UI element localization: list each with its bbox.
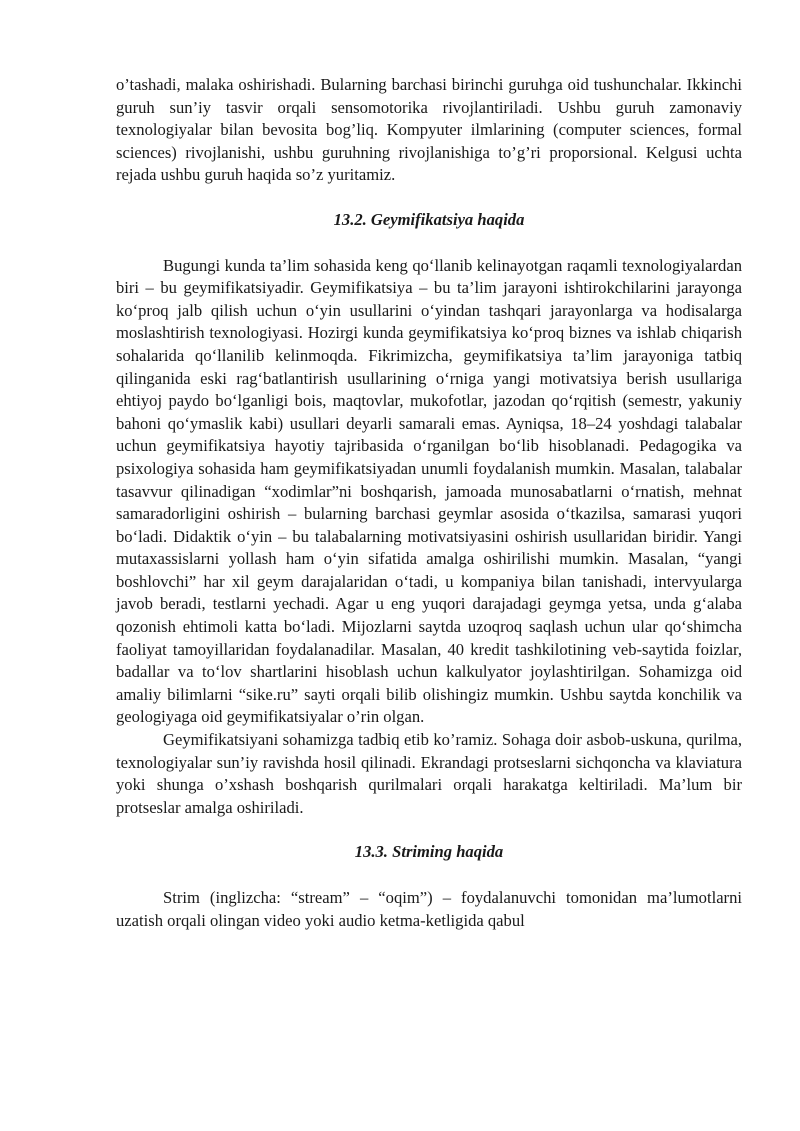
document-page xyxy=(116,74,742,932)
paragraph-gamification-intro: Bugungi kunda ta’lim sohasida keng qo‘llanib kelinayotgan raqamli texnologiyalardan biri – bu geymifikatsiyadir. Geymifikatsiya – bu ta’lim jarayoni ishtirokchilarini jarayonga ko‘proq jalb qilish uchun o‘yin usullarini o‘yindan tashqari jarayonlarga va hodisalarga moslashtirish texnologiyasi. Hozirgi kunda geymifikatsiya ko‘proq biznes va ishlab chiqarish sohalarida qo‘llanilib kelinmoqda. Fikrimizcha, geymifikatsiya ta’lim jarayoniga tatbiq qilinganida eski rag‘batlantirish usullarining o‘rniga yangi motivatsiya berish usullariga ehtiyoj paydo bo‘lganligi bois, maqtovlar, mukofotlar, jazodan qo‘rqitish (semestr, yakuniy bahoni qo‘ymaslik kabi) usullari deyarli samarali emas. Ayniqsa, 18–24 yoshdagi talabalar uchun geymifikatsiya hayotiy tajribasida o‘rganilgan bo‘lib hisoblanadi. Pedagogika va psixologiya sohasida ham geymifikatsiyadan unumli foydalanish mumkin. Masalan, talabalar tasavvur qilinadigan “xodimlar”ni boshqarish, jamoada munosabatlarni o‘rnatish, mehnat samaradorligini oshirish – bularning barchasi geymlar asosida o‘tkazilsa, samarasi yuqori bo‘ladi. Didaktik o‘yin – bu talabalarning motivatsiyasini oshirish usullaridan biridir. Yangi mutaxassislarni yollash ham o‘yin sifatida amalga oshirilishi mumkin. Masalan, “yangi boshlovchi” har xil geym darajalaridan o‘tadi, u kompaniya bilan tanishadi, intervyularga javob beradi, testlarni yechadi. Agar u eng yuqori darajadagi geymga yetsa, unda g‘alaba qozonish ehtimoli katta bo‘ladi. Mijozlarni saytda uzoqroq saqlash uchun ular qo‘shimcha faoliyat tamoyillaridan foydalanadilar. Masalan, 40 kredit tashkilotining veb-saytida foizlar, badallar va to‘lov shartlarini hisoblash uchun kalkulyator joylashtirilgan. Sohamizga oid amaliy bilimlarni “sike.ru” sayti orqali bilib olishingiz mumkin. Ushbu saytda konchilik va geologiyaga oid geymifikatsiyalar o’rin olgan. xyxy=(116,255,742,727)
section-heading-streaming: 13.3. Striming haqida xyxy=(354,842,504,862)
section-heading-gamification: 13.2. Geymifikatsiya haqida xyxy=(333,209,525,229)
paragraph-gamification-application: Geymifikatsiyani sohamizga tadbiq etib ko’ramiz. Sohaga doir asbob-uskuna, qurilma, texnologiyalar sun’iy ravishda hosil qilinadi. Ekrandagi protseslarni sichqoncha va klaviatura yoki shunga o’xshash boshqarish qurilmalari orqali harakatga keltiriladi. Ma’lum bir protseslar amalga oshiriladi. xyxy=(116,730,742,817)
paragraph-streaming-intro: Strim (inglizcha: “stream” – “oqim”) – foydalanuvchi tomonidan ma’lumotlarni uzatish orqali olingan video yoki audio ketma-ketligida qabul xyxy=(116,888,742,930)
paragraph-continued: o’tashadi, malaka oshirishadi. Bularning barchasi birinchi guruhga oid tushunchalar. Ikkinchi guruh sun’iy tasvir orqali sensomotorika rivojlantiriladi. Ushbu guruh zamonaviy texnologiyalar bilan bevosita bog’liq. Kompyuter ilmlarining (computer sciences, formal sciences) rivojlanishi, ushbu guruhning rivojlanishiga to’g’ri proporsional. Kelgusi uchta rejada ushbu guruh haqida so’z yuritamiz. xyxy=(116,75,742,185)
